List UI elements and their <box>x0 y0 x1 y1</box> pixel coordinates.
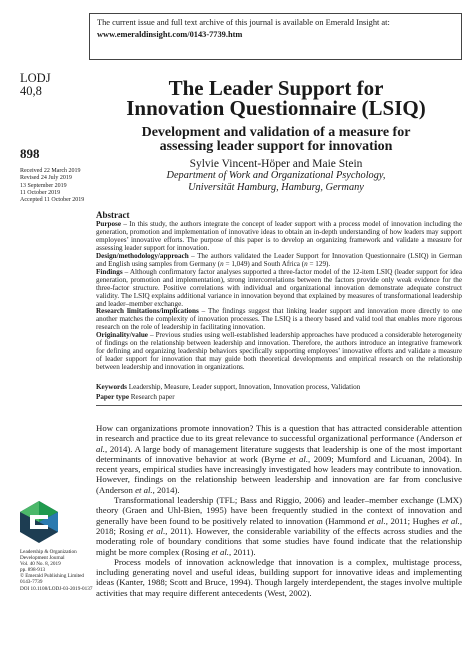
text: , 2009; Mumford and Licuanan, 2004). In recent years, empirical studies have increasingly investigated how leaders may contribute to innovation. However, findings on the relationship between leadership and innovation are far from conclusive (Anderson <box>96 453 463 495</box>
design-label: Design/methodology/approach <box>96 251 189 260</box>
article-title <box>90 78 462 118</box>
publisher-line: DOI 10.1108/LODJ-03-2019-0137 <box>20 585 93 592</box>
date-line: Revised 24 July 2019 <box>20 175 72 182</box>
publisher-line: Vol. 40 No. 8, 2019 <box>20 561 61 568</box>
emerald-logo-icon <box>17 500 61 544</box>
sample-n: n <box>304 259 308 268</box>
paragraph <box>96 495 462 557</box>
design-text: = 1,049) and South Africa ( <box>223 259 305 268</box>
text: Transformational leadership (TFL; Bass and Riggio, 2006) and leader–member exchange (LMX) theory (Graen and Uhl-Bien, 1995) have been frequently studied in the context of innovation and generally have been found to be positively related to innovation (Hammond <box>96 495 462 526</box>
affiliation-line: Universität Hamburg, Hamburg, Germany <box>188 181 364 193</box>
authors: Sylvie Vincent-Höper and Maie Stein <box>189 158 363 170</box>
design-text: – The authors validated the Leader Support for Innovation Questionnaire (LSIQ) in German and English using samples from Germany ( <box>96 251 462 268</box>
title-line: The Leader Support for <box>168 76 384 100</box>
text: How can organizations promote innovation? This is a question that has attracted considerable attention in research and practice due to its great relevance to successful organizational performance (Anderson <box>96 423 462 444</box>
paper-type-label: Paper type <box>96 393 129 401</box>
paper-type <box>96 393 462 401</box>
journal-url-link[interactable]: www.emeraldinsight.com/0143-7739.htm <box>97 30 243 39</box>
paragraph: Process models of innovation acknowledge that innovation is a complex, multistage process, including generating novel and useful ideas, building support for innovative ideas and implementing ideas (Kanter, 1988; Scott and Bruce, 1994). Though largely interdependent, the stages involve multiple activities that may require different antecedents (West, 2002). <box>96 556 462 598</box>
date-line: 11 October 2019 <box>20 189 61 196</box>
keywords-text: Leadership, Measure, Leader support, Innovation, Innovation process, Validation <box>126 383 361 391</box>
date-line: Accepted 11 October 2019 <box>20 197 85 204</box>
page-number: 898 <box>20 146 40 161</box>
journal-abbrev: LODJ <box>20 71 51 85</box>
findings-text: – Although confirmatory factor analyses supported a three-factor model of the 12-item LSIQ (leader support for idea generation, promotion and implementation), strong intercorrelations between the factors provide only weak evidence for the three-factor structure. Positive correlations with individual and organizational innovation demonstrate adequate construct validity. The LSIQ explains additional variance in innovation beyond that explained by measures of transformational leadership and leader–member exchange. <box>96 267 462 308</box>
publisher-line: Leadership & Organization <box>20 549 77 555</box>
etal: et al. <box>146 525 166 536</box>
publisher-info <box>20 549 92 592</box>
originality-text: – Previous studies using well-established leadership approaches have produced a considerable heterogeneity of findings on the relationship between leadership and innovation. Therefore, the authors introduce an integrative framework for defining and organizing leadership behaviors specifically supporting employees’ innovative efforts and validate a measure of leader support for innovation that may guide both theoretical developments and empirical research on the relationship between leadership and innovation in organizations. <box>96 331 462 372</box>
date-line: Received 22 March 2019 <box>20 168 81 174</box>
limitations-label: Research limitations/implications <box>96 307 199 316</box>
findings-label: Findings <box>96 267 123 276</box>
publisher-line: © Emerald Publishing Limited <box>20 573 85 580</box>
purpose-text: – In this study, the authors integrate the concept of leader support with a process model of innovation including the generation, promotion and implementation of innovative ideas to obtain an in-depth understanding of how leaders may support employees’ innovative efforts. The purpose of this paper is to develop an organizing framework and validate a measure for assessing leader support for innovation. <box>96 220 462 252</box>
date-line: 13 September 2019 <box>20 182 67 189</box>
text: , 2011). However, the considerable variability of the effects across studies and the moderating role of boundary conditions that some studies have found indicate that the relationship might be more complex (Rosing <box>96 525 462 557</box>
etal: et al. <box>96 433 462 454</box>
journal-notice-box <box>89 13 462 60</box>
etal: et al. <box>367 515 386 526</box>
text: , 2011). <box>228 546 256 557</box>
divider <box>96 405 462 406</box>
etal: et al. <box>135 484 153 495</box>
publisher-line: 0143-7739 <box>20 579 43 586</box>
abstract-heading: Abstract <box>96 210 130 220</box>
subtitle-line: Development and validation of a measure for <box>141 125 411 140</box>
abstract-body <box>96 221 462 372</box>
text: , 2011; Hughes <box>385 515 442 526</box>
etal: et al. <box>441 515 460 526</box>
publisher-line: Development Journal <box>20 555 65 562</box>
paper-type-text: Research paper <box>129 393 175 401</box>
affiliation-line: Department of Work and Organizational Psychology, <box>166 170 386 181</box>
subtitle-line: assessing leader support for innovation <box>159 139 393 154</box>
keywords-label: Keywords <box>96 383 127 391</box>
originality-label: Originality/value <box>96 331 148 340</box>
journal-id <box>20 72 51 98</box>
affiliation <box>90 170 462 193</box>
text: , 2018; Rosing <box>96 515 463 536</box>
notice-text: The current issue and full text archive of this journal is available on Emerald Insight at: <box>97 18 390 27</box>
limitations-text: – The findings suggest that linking leader support and innovation more directly to one another matches the complexity of innovation processes. The LSIQ is a theory based and valid tool that enables more rigorous research on the role of leadership in facilitating innovation. <box>96 307 462 332</box>
article-body <box>96 423 462 598</box>
text: , 2014). A large body of management literature suggests that leadership is one of the most important determinants of innovative behavior at work (Byrne <box>96 443 462 464</box>
design-text: = 129). <box>307 259 331 268</box>
text: , 2014). <box>152 484 180 495</box>
etal: et al. <box>289 453 309 464</box>
title-line: Innovation Questionnaire (LSIQ) <box>126 96 426 120</box>
history-dates <box>20 168 84 204</box>
etal: et al. <box>211 546 229 557</box>
paragraph <box>96 423 462 495</box>
journal-volume: 40,8 <box>20 84 42 98</box>
publisher-line: pp. 898-913 <box>20 567 46 574</box>
keywords <box>96 383 462 391</box>
purpose-label: Purpose <box>96 220 121 228</box>
article-subtitle <box>90 126 462 154</box>
sample-n: n <box>220 259 224 268</box>
